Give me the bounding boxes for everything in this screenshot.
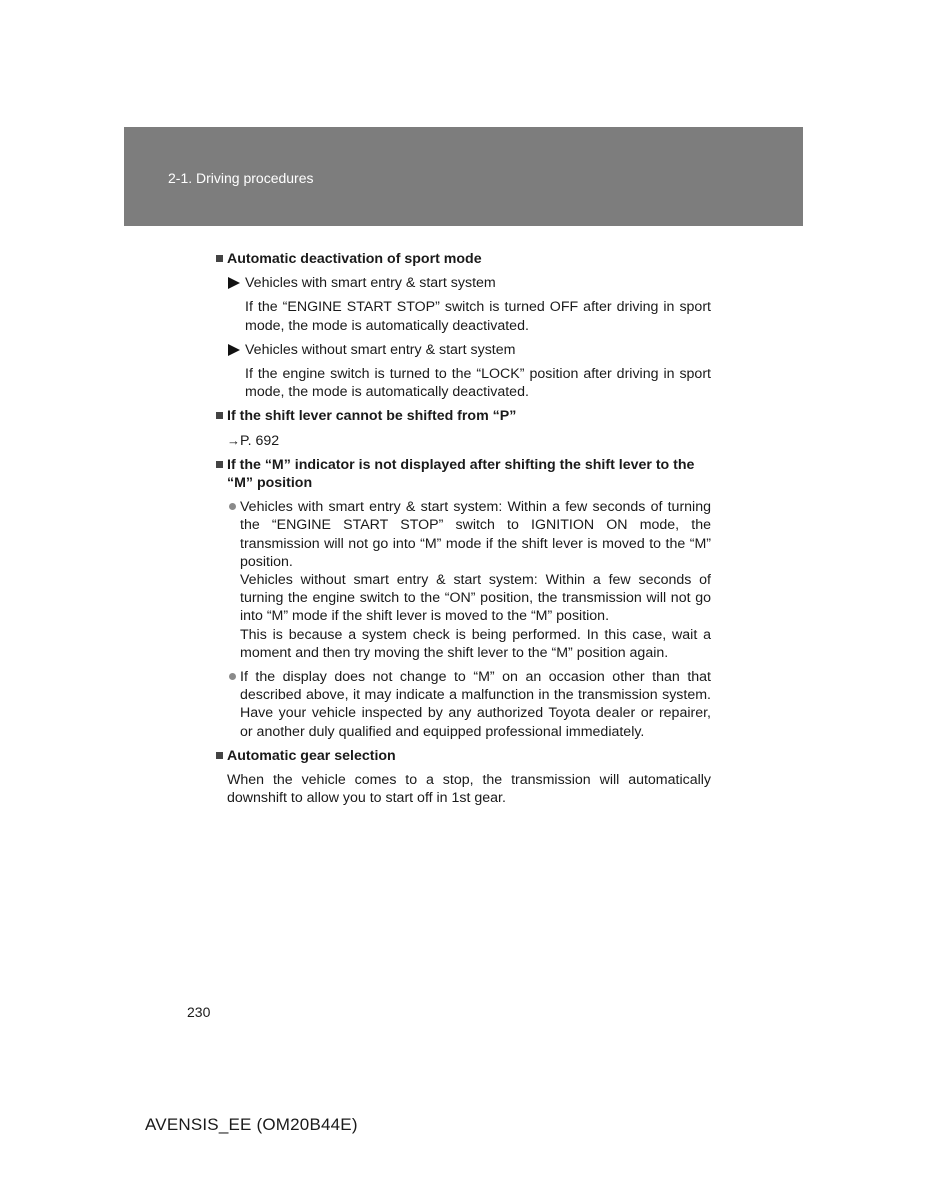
right-arrow-icon: → (227, 432, 240, 448)
bullet-text-malfunction: If the display does not change to “M” on an occasion other than that described above, it may indicate a malfunction in the transmission system. Have your vehicle inspected by any authorized Toyota dealer or repairer, or another duly qualified and equipped professional immediately. (240, 669, 711, 740)
page-number: 230 (187, 1004, 211, 1020)
bullet-malfunction (228, 668, 711, 741)
circle-bullet-icon (229, 673, 236, 680)
paragraph-smart-entry: If the “ENGINE START STOP” switch is turned OFF after driving in sport mode, the mode is automatically deactivated. (245, 299, 711, 334)
square-bullet-icon (216, 461, 223, 468)
document-footer: AVENSIS_EE (OM20B44E) (145, 1115, 358, 1134)
bullet-system-check (228, 498, 711, 662)
square-bullet-icon (216, 752, 223, 759)
triangle-bullet-icon (228, 277, 240, 289)
page-content (216, 250, 711, 807)
paragraph-no-smart-entry: If the engine switch is turned to the “LOCK” position after driving in sport mode, the mode is automatically deactivated. (245, 366, 711, 401)
square-bullet-icon (216, 255, 223, 262)
heading-shift-p: If the shift lever cannot be shifted from “P” (216, 407, 711, 425)
sub-heading-no-smart-entry: Vehicles without smart entry & start system (228, 341, 711, 359)
bullet-text-check: This is because a system check is being performed. In this case, wait a moment and then try moving the shift lever to the “M” position again. (240, 626, 711, 661)
square-bullet-icon (216, 412, 223, 419)
header-band (124, 127, 803, 226)
heading-gear-selection: Automatic gear selection (216, 747, 711, 765)
triangle-bullet-icon (228, 344, 240, 356)
heading-sport-mode: Automatic deactivation of sport mode (216, 250, 711, 268)
sub-heading-smart-entry: Vehicles with smart entry & start system (228, 274, 711, 292)
heading-m-indicator: If the “M” indicator is not displayed after shifting the shift lever to the “M” position (216, 456, 711, 492)
paragraph-gear-selection: When the vehicle comes to a stop, the transmission will automatically downshift to allow you to start off in 1st gear. (227, 772, 711, 807)
bullet-text-no-smart: Vehicles without smart entry & start system: Within a few seconds of turning the engine switch to the “ON” position, the transmission will not go into “M” mode if the shift lever is moved to the “M” position. (240, 572, 711, 625)
circle-bullet-icon (229, 503, 236, 510)
bullet-text-smart: Vehicles with smart entry & start system: Within a few seconds of turning the “ENGINE START STOP” switch to IGNITION ON mode, the transmission will not go into “M” mode if the shift lever is moved to the “M” position. (240, 499, 711, 570)
page-reference (227, 432, 711, 450)
section-title: 2-1. Driving procedures (168, 170, 314, 186)
reference-link[interactable]: P. 692 (240, 432, 280, 449)
